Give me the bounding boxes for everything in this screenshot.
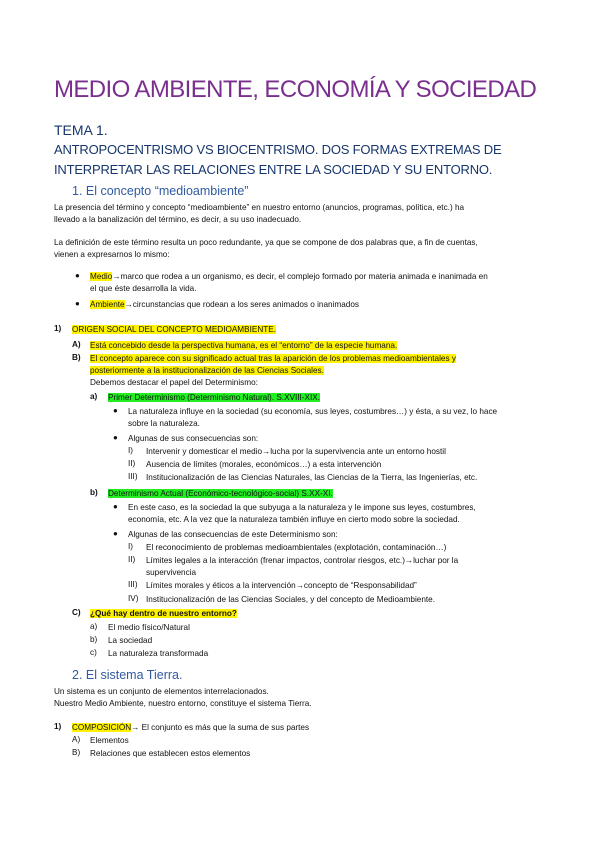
pb-iii-mark: III): [128, 580, 138, 589]
pb-bullet-2: Algunas de las consecuencias de este Determinismo son:: [128, 530, 338, 539]
pa-bullet-2: Algunas de sus consecuencias son:: [128, 434, 259, 443]
item-b-line-2: posteriormente a la institucionalización de las Ciencias Sociales.: [90, 366, 324, 375]
pb-ii-line-1: Límites legales a la interacción (frenar impactos, controlar riesgos, etc.)→luchar por la: [146, 556, 459, 565]
bullet-medio-text: →marco que rodea a un organismo, es decir, el complejo formado por materia animada e inanimada en: [112, 272, 488, 281]
bullet-icon: ●: [75, 271, 80, 280]
bullet-icon: ●: [113, 406, 118, 415]
bullet-icon: ●: [75, 299, 80, 308]
pa-ii-text: Ausencia de límites (morales, económicos…) a esta intervención: [146, 460, 382, 469]
bullet-medio: [90, 271, 488, 282]
sub-a-mark: a): [90, 392, 98, 401]
item-b-line-1: El concepto aparece con su significado actual tras la aparición de los problemas medioambientales y: [90, 354, 456, 363]
tema-heading: TEMA 1.: [54, 122, 108, 138]
bullet-ambiente-text: →circunstancias que rodean a los seres animados o inanimados: [124, 300, 359, 309]
comp-b-mark: B): [72, 748, 81, 757]
c-b-text: La sociedad: [108, 636, 153, 645]
comp-a-mark: A): [72, 735, 81, 744]
bullet-ambiente: [90, 299, 359, 310]
subtitle-line-1: ANTROPOCENTRISMO VS BIOCENTRISMO. DOS FORMAS EXTREMAS DE: [54, 142, 502, 157]
c-c-mark: c): [90, 648, 97, 657]
sub-b-mark: b): [90, 488, 98, 497]
composicion-number: 1): [54, 722, 62, 731]
section-1-heading: 1. El concepto “medioambiente”: [72, 184, 249, 198]
primer-determinismo-heading: Primer Determinismo (Determinismo Natural). S.XVIII-XIX.: [108, 393, 321, 402]
pa-iii-mark: III): [128, 472, 138, 481]
paragraph-1-line-1: La presencia del término y concepto “medioambiente” en nuestro entorno (anuncios, programas, política, etc.) ha: [54, 203, 465, 212]
pb-ii-mark: II): [128, 555, 136, 564]
paragraph-1-line-2: llevado a la banalización del término, es decir, a su uso inadecuado.: [54, 215, 302, 224]
pb-i-mark: I): [128, 542, 134, 551]
pa-i-mark: I): [128, 446, 134, 455]
paragraph-2-line-1: La definición de este término resulta un poco redundante, ya que se compone de dos palabras que, a fin de cuentas,: [54, 238, 478, 247]
term-composicion: COMPOSICIÓN: [72, 723, 132, 732]
c-b-mark: b): [90, 635, 98, 644]
pb-bullet-1-line-2: economía, etc. A la vez que la naturaleza también influye en cierto modo sobre la sociedad.: [128, 515, 460, 524]
item-c-text: ¿Qué hay dentro de nuestro entorno?: [90, 609, 237, 618]
pb-iii-text: Límites morales y éticos a la intervención→concepto de “Responsabilidad”: [146, 581, 417, 590]
pa-bullet-1-line-2: sobre la naturaleza.: [128, 419, 200, 428]
origin-number: 1): [54, 324, 62, 333]
section-2-line-1: Un sistema es un conjunto de elementos interrelacionados.: [54, 687, 269, 696]
pb-iv-text: Institucionalización de las Ciencias Sociales, y del concepto de Medioambiente.: [146, 595, 436, 604]
term-medio: Medio: [90, 272, 113, 281]
bullet-icon: ●: [113, 433, 118, 442]
section-2-line-2: Nuestro Medio Ambiente, nuestro entorno, constituye el sistema Tierra.: [54, 699, 312, 708]
item-a-text: Está concebido desde la perspectiva humana, es el “entorno” de la especie humana.: [90, 341, 398, 350]
c-a-mark: a): [90, 622, 98, 631]
item-c-mark: C): [72, 608, 81, 617]
origin-heading: ORIGEN SOCIAL DEL CONCEPTO MEDIOAMBIENTE.: [72, 325, 276, 334]
paragraph-2-line-2: vienen a expresarnos lo mismo:: [54, 250, 170, 259]
document-title: MEDIO AMBIENTE, ECONOMÍA Y SOCIEDAD: [54, 76, 537, 103]
c-a-text: El medio físico/Natural: [108, 623, 190, 632]
subtitle-line-2: INTERPRETAR LAS RELACIONES ENTRE LA SOCIEDAD Y SU ENTORNO.: [54, 162, 493, 177]
c-c-text: La naturaleza transformada: [108, 649, 209, 658]
bullet-icon: ●: [113, 502, 118, 511]
bullet-medio-line-2: el que éste desarrolla la vida.: [90, 284, 197, 293]
bullet-icon: ●: [113, 529, 118, 538]
pa-ii-mark: II): [128, 459, 136, 468]
pb-ii-line-2: supervivencia: [146, 568, 197, 577]
pa-bullet-1-line-1: La naturaleza influye en la sociedad (su economía, sus leyes, costumbres…) y ésta, a su vez, lo hace: [128, 407, 498, 416]
pa-i-text: Intervenir y domesticar el medio→lucha por la supervivencia ante un entorno hostil: [146, 447, 446, 456]
section-2-heading: 2. El sistema Tierra.: [72, 668, 183, 682]
pb-iv-mark: IV): [128, 594, 139, 603]
determinismo-actual-heading: Determinismo Actual (Económico-tecnológico-social) S.XX-XI.: [108, 489, 333, 498]
item-b-line-3: Debemos destacar el papel del Determinismo:: [90, 378, 258, 387]
pa-iii-text: Institucionalización de las Ciencias Naturales, las Ciencias de la Tierra, las Ingenierías, etc.: [146, 473, 478, 482]
comp-a-text: Elementos: [90, 736, 129, 745]
composicion-line: COMPOSICIÓN→ El conjunto es más que la suma de sus partes: [72, 723, 310, 732]
comp-b-text: Relaciones que establecen estos elementos: [90, 749, 251, 758]
item-b-mark: B): [72, 353, 81, 362]
pb-i-text: El reconocimiento de problemas medioambientales (explotación, contaminación…): [146, 543, 447, 552]
term-ambiente: Ambiente: [90, 300, 125, 309]
item-a-mark: A): [72, 340, 81, 349]
pb-bullet-1-line-1: En este caso, es la sociedad la que subyuga a la naturaleza y le impone sus leyes, costumbres,: [128, 503, 476, 512]
